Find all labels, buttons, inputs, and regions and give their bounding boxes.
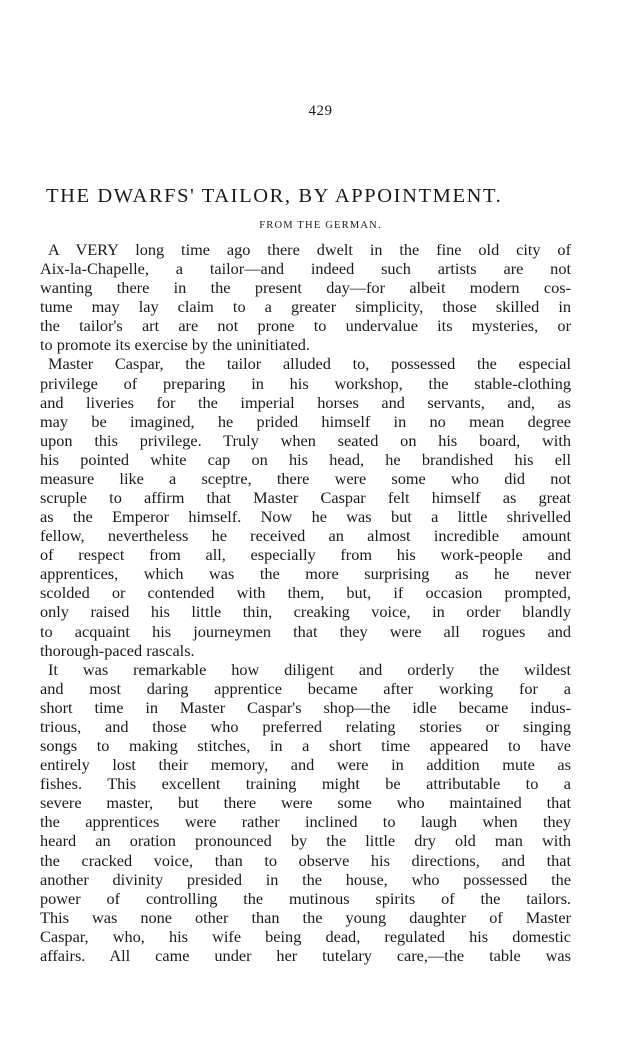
text-line: and most daring apprentice became after working for a xyxy=(40,678,571,698)
text-line: Master Caspar, the tailor alluded to, possessed the especial xyxy=(48,354,571,374)
text-line: tume may lay claim to a greater simplicity, those skilled in xyxy=(40,297,571,317)
text-line: the tailor's art are not prone to undervalue its mysteries, or xyxy=(40,316,571,336)
text-line: the apprentices were rather inclined to laugh when they xyxy=(40,812,571,832)
text-line: Aix-la-Chapelle, a tailor—and indeed such artists are not xyxy=(40,259,571,279)
text-line: A VERY long time ago there dwelt in the fine old city of xyxy=(48,240,571,259)
text-line: scolded or contended with them, but, if occasion prompted, xyxy=(40,583,571,603)
text-line: Caspar, who, his wife being dead, regulated his domestic xyxy=(40,926,571,946)
text-line: entirely lost their memory, and were in addition mute as xyxy=(40,755,571,775)
body-text xyxy=(40,240,571,965)
text-line: only raised his little thin, creaking voice, in order blandly xyxy=(40,602,571,622)
text-line: affairs. All came under her tutelary care,—the table was xyxy=(40,945,571,965)
text-line: his pointed white cap on his head, he brandished his ell xyxy=(40,449,571,469)
text-line: privilege of preparing in his workshop, the stable-clothing xyxy=(40,373,571,393)
text-line: This was none other than the young daughter of Master xyxy=(40,907,571,927)
text-line: apprentices, which was the more surprising as he never xyxy=(40,564,571,584)
page-number: 429 xyxy=(308,103,333,119)
text-line: of respect from all, especially from his work-people and xyxy=(40,545,571,565)
text-line: as the Emperor himself. Now he was but a little shrivelled xyxy=(40,507,571,527)
text-line: trious, and those who preferred relating stories or singing xyxy=(40,716,571,736)
text-line: thorough-paced rascals. xyxy=(40,640,195,660)
text-line: upon this privilege. Truly when seated on his board, with xyxy=(40,430,571,450)
text-line: to acquaint his journeymen that they were all rogues and xyxy=(40,621,571,641)
text-line: short time in Master Caspar's shop—the idle became indus- xyxy=(40,697,571,717)
text-line: wanting there in the present day—for albeit modern cos- xyxy=(40,278,571,298)
text-line: the cracked voice, than to observe his directions, and that xyxy=(40,850,571,870)
text-line: measure like a sceptre, there were some who did not xyxy=(40,468,571,488)
text-line: heard an oration pronounced by the little dry old man with xyxy=(40,831,571,851)
article-title: THE DWARFS' TAILOR, BY APPOINTMENT. xyxy=(46,185,503,207)
text-line: fellow, nevertheless he received an almost incredible amount xyxy=(40,526,571,546)
article-subtitle: FROM THE GERMAN. xyxy=(259,220,382,231)
text-line: to promote its exercise by the uninitiated. xyxy=(40,335,310,355)
text-line: It was remarkable how diligent and orderly the wildest xyxy=(48,659,571,679)
text-line: songs to making stitches, in a short time appeared to have xyxy=(40,736,571,756)
text-line: fishes. This excellent training might be attributable to a xyxy=(40,774,571,794)
text-line: another divinity presided in the house, who possessed the xyxy=(40,869,571,889)
text-line: scruple to affirm that Master Caspar felt himself as great xyxy=(40,488,571,508)
text-line: severe master, but there were some who maintained that xyxy=(40,793,571,813)
text-line: and liveries for the imperial horses and servants, and, as xyxy=(40,392,571,412)
text-line: may be imagined, he prided himself in no mean degree xyxy=(40,411,571,431)
text-line: power of controlling the mutinous spirits of the tailors. xyxy=(40,888,571,908)
